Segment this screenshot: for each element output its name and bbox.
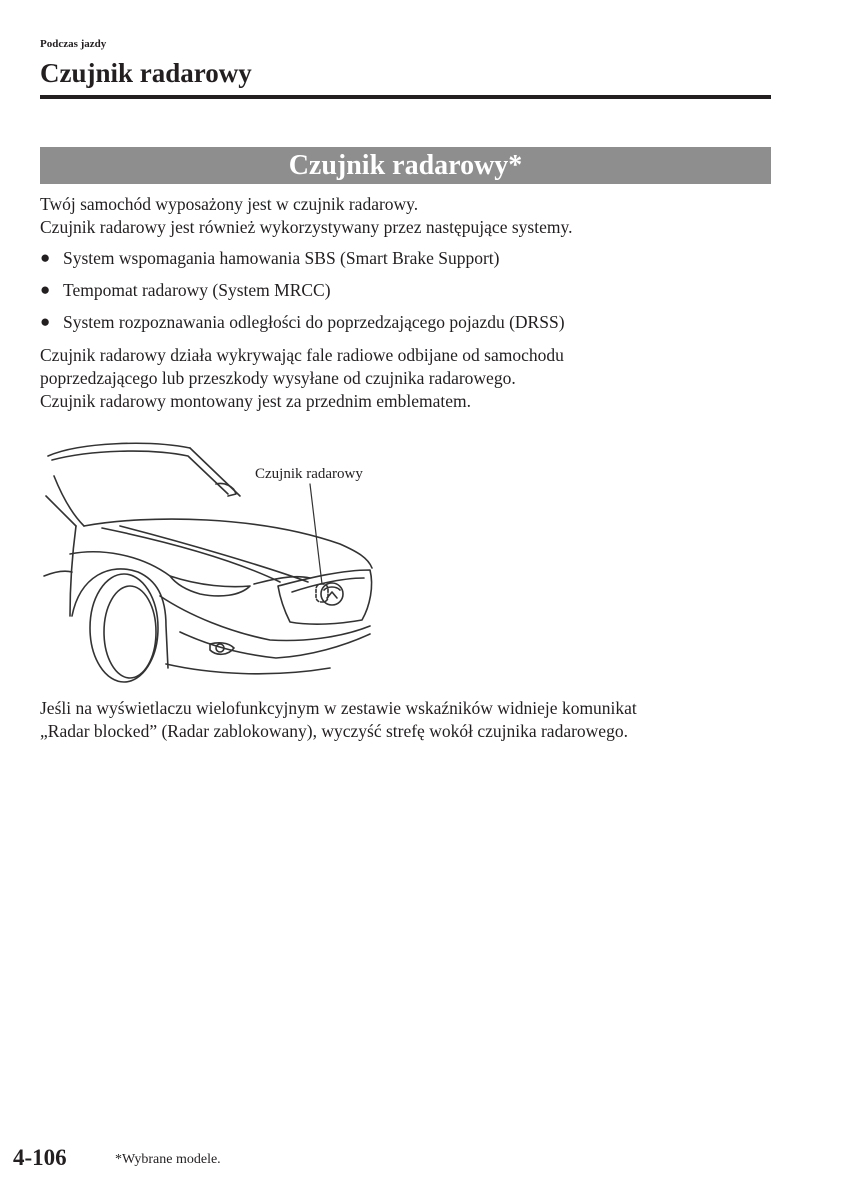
list-item [40, 246, 771, 278]
bullet-icon: ● [40, 248, 51, 267]
warning-paragraph [40, 697, 771, 743]
page-number: 4-106 [13, 1145, 67, 1170]
description-line: poprzedzającego lub przeszkody wysyłane od czujnika radarowego. [40, 368, 516, 388]
header-divider [40, 95, 771, 99]
systems-list [40, 246, 771, 342]
figure-caption: Czujnik radarowy [255, 466, 363, 482]
section-heading: Czujnik radarowy* [40, 147, 771, 184]
list-item-text: Tempomat radarowy (System MRCC) [63, 280, 331, 300]
page-title: Czujnik radarowy [40, 58, 252, 88]
warning-line: „Radar blocked” (Radar zablokowany), wyczyść strefę wokół czujnika radarowego. [40, 721, 628, 741]
list-item [40, 310, 771, 342]
bullet-icon: ● [40, 280, 51, 299]
warning-line: Jeśli na wyświetlaczu wielofunkcyjnym w zestawie wskaźników widnieje komunikat [40, 698, 637, 718]
description-line: Czujnik radarowy działa wykrywając fale radiowe odbijane od samochodu [40, 345, 564, 365]
description-line: Czujnik radarowy montowany jest za przednim emblematem. [40, 391, 472, 411]
intro-line: Czujnik radarowy jest również wykorzystywany przez następujące systemy. [40, 217, 573, 237]
list-item [40, 278, 771, 310]
intro-paragraph [40, 193, 771, 239]
description-paragraph [40, 344, 771, 413]
intro-line: Twój samochód wyposażony jest w czujnik radarowy. [40, 194, 419, 214]
list-item-text: System rozpoznawania odległości do poprzedzającego pojazdu (DRSS) [63, 312, 565, 332]
list-item-text: System wspomagania hamowania SBS (Smart Brake Support) [63, 248, 500, 268]
section-label: Podczas jazdy [40, 38, 107, 50]
footnote: *Wybrane modele. [115, 1152, 221, 1167]
bullet-icon: ● [40, 312, 51, 331]
